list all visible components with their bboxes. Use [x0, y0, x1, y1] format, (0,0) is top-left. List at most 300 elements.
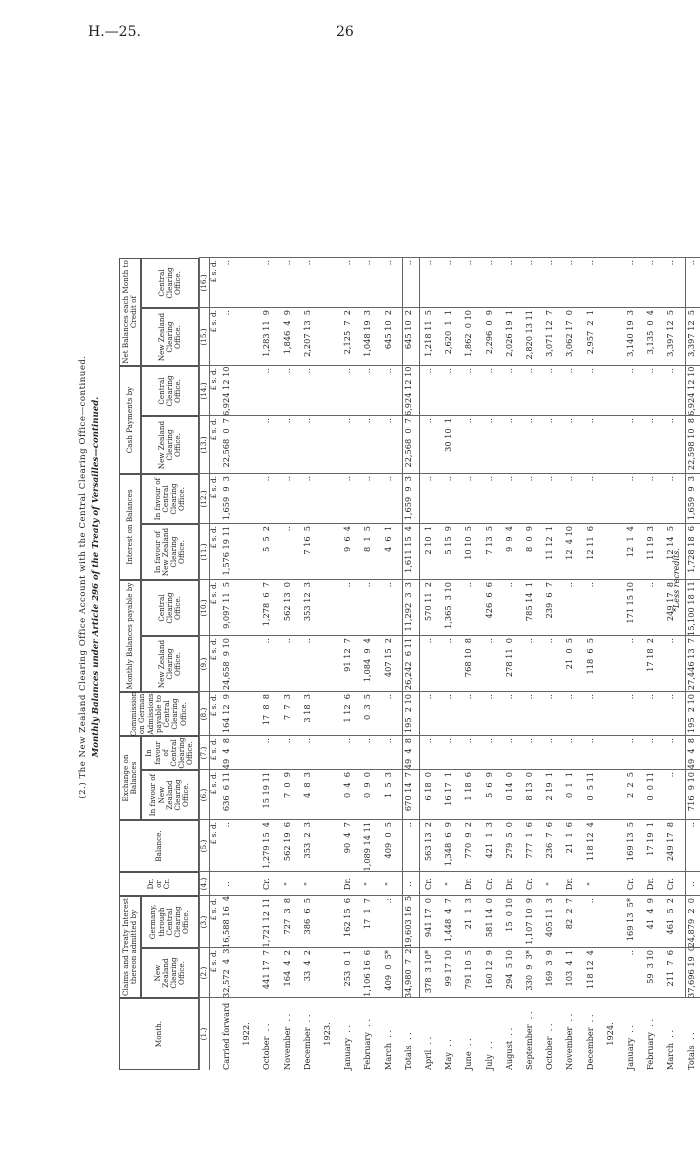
units-label: £ s. d.: [209, 738, 218, 761]
units-label: £ s. d.: [209, 898, 218, 921]
units-label: £ s. d.: [209, 260, 218, 283]
table-cell: 160 12 9: [483, 950, 494, 990]
table-cell: ..: [281, 368, 292, 374]
table-cell: ..: [261, 476, 272, 482]
table-cell: 3 18 3: [301, 694, 312, 723]
table-cell: 12 11 6: [584, 526, 595, 560]
table-cell: ..: [685, 822, 696, 828]
column-number: (5.): [199, 839, 208, 853]
column-group-header: Cash Payments by: [119, 366, 141, 474]
table-cell: ..: [584, 368, 595, 374]
row-label: December . .: [301, 1014, 312, 1070]
units-label: £ s. d.: [209, 418, 218, 441]
column-header: New Zealand Clearing Office.: [141, 416, 199, 474]
table-cell: ..: [423, 694, 433, 700]
table-cell: 1,576 19 11: [221, 526, 231, 576]
table-cell: 5 15 9: [443, 526, 454, 555]
table-cell: 6,924 12 10: [221, 366, 231, 416]
table-cell: ..: [544, 694, 555, 700]
table-cell: 24,879 2 0: [685, 898, 696, 948]
table-cell: ..: [483, 738, 494, 744]
table-cell: 169 13 5: [625, 822, 635, 862]
table-cell: ..: [645, 738, 656, 744]
table-cell: ..: [342, 582, 353, 588]
column-group-header: Exchange on Balances: [119, 736, 141, 820]
table-cell: ..: [503, 738, 514, 744]
table-cell: 791 10 5: [463, 950, 474, 990]
table-cell: ..: [645, 582, 656, 588]
column-number: (7.): [199, 746, 208, 760]
table-cell: 3,135 0 4: [645, 310, 656, 355]
table-cell: 7 13 5: [483, 526, 494, 555]
table-cell: ..: [564, 738, 575, 744]
table-cell: ..: [665, 772, 676, 778]
table-cell: ..: [564, 582, 575, 588]
table-cell: ..: [342, 368, 353, 374]
table-cell: ..: [524, 738, 534, 744]
table-cell: ..: [544, 368, 555, 374]
table-cell: 249 17 8: [665, 822, 676, 862]
table-cell: ..: [503, 368, 514, 374]
table-cell: 716 9 10: [685, 772, 696, 812]
table-cell: ..: [463, 418, 474, 424]
table-cell: ..: [584, 582, 595, 588]
table-cell: 99 17 10: [443, 950, 454, 987]
table-cell: 21 0 5: [564, 638, 575, 670]
page-reference: H.—25.: [88, 24, 141, 40]
table-cell: 1,107 10 9: [524, 898, 534, 945]
table-cell: 1,659 9 3: [221, 476, 231, 521]
table-cell: 82 2 7: [564, 898, 575, 930]
table-cell: ..: [584, 694, 595, 700]
column-header: Central Clearing Office.: [141, 580, 199, 636]
table-cell: ..: [221, 881, 231, 887]
table-cell: 33 4 2: [301, 950, 312, 982]
table-cell: 768 10 8: [463, 638, 474, 678]
column-rule: [199, 257, 700, 258]
table-cell: 91 12 7: [342, 638, 353, 672]
table-cell: ..: [665, 476, 676, 482]
table-cell: 211 7 6: [665, 950, 676, 987]
table-cell: ..: [402, 881, 413, 887]
column-number: (6.): [199, 788, 208, 802]
table-cell: ..: [382, 418, 393, 424]
table-cell: ..: [483, 694, 494, 700]
row-label: April . .: [423, 1036, 433, 1070]
table-cell: ..: [382, 582, 393, 588]
table-cell: ..: [261, 260, 272, 266]
column-rule: [199, 947, 700, 948]
units-label: £ s. d.: [209, 582, 218, 605]
table-cell: 16,588 16 4: [221, 895, 231, 948]
table-cell: ..: [281, 526, 292, 532]
table-cell: ..: [443, 638, 454, 644]
table-cell: 6,924 12 10: [685, 366, 696, 416]
table-cell: ..: [261, 368, 272, 374]
table-cell: 2 10 1: [423, 526, 433, 555]
table-cell: 2 2 5: [625, 772, 635, 799]
table-cell: 239 6 7: [544, 582, 555, 619]
table-cell: ..: [483, 368, 494, 374]
table-cell: 421 1 3: [483, 822, 494, 859]
column-header: New Zealand Clearing Office.: [141, 636, 199, 692]
table-cell: 9 6 4: [342, 526, 353, 553]
table-cell: 22,598 10 8: [685, 418, 696, 471]
table-cell: 1,089 14 11: [362, 822, 373, 872]
table-cell: 0 4 6: [342, 772, 353, 799]
row-label: Carried forward: [221, 1002, 231, 1070]
table-cell: ..: [503, 694, 514, 700]
table-cell: ..: [645, 418, 656, 424]
table-cell: ..: [544, 638, 555, 644]
table-cell: 441 17 7: [261, 950, 272, 990]
table-cell: ..: [423, 738, 433, 744]
column-header: New Zealand Clearing Office.: [141, 948, 199, 998]
column-rule: [199, 997, 700, 998]
table-cell: 562 19 6: [281, 822, 292, 862]
column-number: (3.): [199, 915, 208, 929]
table-cell: 8 0 9: [524, 526, 534, 553]
table-cell: 1,106 16 6: [362, 950, 373, 997]
table-cell: 3,071 12 7: [544, 310, 555, 357]
table-cell: 636 6 11: [221, 772, 231, 812]
column-rule: [199, 307, 700, 308]
table-cell: ..: [463, 368, 474, 374]
table-top-rule: [199, 258, 200, 1070]
table-cell: 22,568 0 7: [221, 418, 231, 468]
row-label: October . .: [261, 1023, 272, 1070]
table-cell: 0 5 11: [584, 772, 595, 801]
table-cell: ..: [443, 260, 454, 266]
table-cell: 4 6 1: [382, 526, 393, 553]
table-cell: ..: [301, 638, 312, 644]
row-label: 1923.: [322, 1022, 332, 1046]
table-cell: 3,397 12 5: [685, 310, 696, 357]
table-cell: 1,048 19 3: [362, 310, 373, 357]
table-cell: ": [382, 882, 393, 886]
units-label: £ s. d.: [209, 310, 218, 333]
totals-rule: [419, 258, 420, 998]
table-cell: ..: [443, 368, 454, 374]
table-cell: ..: [564, 694, 575, 700]
table-cell: ..: [362, 418, 373, 424]
table-title: (2.) The New Zealand Clearing Office Account with the Central Clearing Office—continued.: [78, 355, 88, 799]
row-label: February . .: [645, 1019, 656, 1070]
table-cell: 1,278 6 7: [261, 582, 272, 627]
column-rule: [199, 895, 700, 896]
table-cell: 1,348 6 9: [443, 822, 454, 867]
table-cell: 118 6 5: [584, 638, 595, 675]
column-number: (2.): [199, 966, 208, 980]
table-cell: .:: [382, 898, 393, 904]
table-cell: 24,658 9 10: [221, 638, 231, 691]
column-rule: [199, 365, 700, 366]
units-label: £ s. d.: [209, 526, 218, 549]
table-cell: 279 5 0: [503, 822, 514, 859]
row-label: August . .: [503, 1027, 514, 1070]
table-cell: ..: [645, 260, 656, 266]
table-cell: 426 6 6: [483, 582, 494, 619]
table-cell: ..: [625, 368, 635, 374]
units-label: £ s. d.: [209, 772, 218, 795]
table-cell: 645 10 2: [402, 310, 413, 350]
table-cell: ..: [503, 418, 514, 424]
table-cell: ..: [362, 368, 373, 374]
table-cell: 1,611 15 4: [402, 526, 413, 573]
column-header: In favour of New Zealand Clearing Office.: [141, 770, 199, 820]
table-cell: Cr.: [483, 878, 494, 890]
table-cell: ..: [645, 368, 656, 374]
column-header: Dr. or Cr.: [119, 872, 199, 896]
table-cell: ..: [443, 694, 454, 700]
column-number: (1.): [199, 1027, 208, 1041]
row-label: Totals . .: [685, 1032, 696, 1070]
column-number: (12.): [199, 490, 208, 508]
table-cell: 7 0 9: [281, 772, 292, 799]
column-number: (4.): [199, 877, 208, 891]
table-cell: ..: [483, 418, 494, 424]
table-cell: 19,603 16 5: [402, 895, 413, 948]
table-cell: 1 5 3: [382, 772, 393, 799]
table-cell: ..: [645, 476, 656, 482]
table-cell: 570 11 2: [423, 582, 433, 622]
table-cell: 2,957 2 1: [584, 310, 595, 355]
column-rule: [199, 579, 700, 580]
table-cell: 1 18 6: [463, 772, 474, 801]
table-cell: ..: [584, 260, 595, 266]
table-cell: ..: [423, 476, 433, 482]
table-cell: ..: [564, 418, 575, 424]
table-cell: ..: [261, 638, 272, 644]
table-cell: ..: [301, 476, 312, 482]
table-cell: ..: [382, 476, 393, 482]
table-cell: ..: [281, 260, 292, 266]
column-rule: [199, 523, 700, 524]
table-cell: ..: [625, 738, 635, 744]
table-cell: ..: [221, 310, 231, 316]
table-cell: ..: [685, 260, 696, 266]
table-cell: 405 11 3: [544, 898, 555, 938]
table-cell: 164 12 9: [221, 694, 231, 734]
row-label: June . .: [463, 1038, 474, 1070]
units-label: £ s. d.: [209, 368, 218, 391]
table-cell: 1,728 18 6: [685, 526, 696, 573]
table-cell: Dr.: [503, 877, 514, 891]
rotated-table-page: [74, 72, 696, 1082]
row-label: October . .: [544, 1023, 555, 1070]
table-cell: ..: [584, 418, 595, 424]
table-cell: ..: [342, 476, 353, 482]
column-header: In favour of New Zealand Clearing Office.: [141, 524, 199, 580]
row-label: March . .: [665, 1029, 676, 1070]
table-cell: ..: [625, 260, 635, 266]
row-label: Totals . .: [402, 1032, 413, 1070]
row-label: December . .: [584, 1014, 595, 1070]
table-cell: 1,218 11 5: [423, 310, 433, 357]
table-cell: Cr.: [261, 878, 272, 890]
table-cell: ": [584, 882, 595, 886]
table-cell: 10 10 5: [463, 526, 474, 560]
table-cell: 407 15 2: [382, 638, 393, 678]
table-cell: 330 9 3*: [524, 950, 534, 991]
table-cell: 17 19 1: [645, 822, 656, 856]
table-cell: 37,696 19 0: [685, 945, 696, 998]
table-cell: ..: [483, 476, 494, 482]
table-cell: ..: [382, 738, 393, 744]
table-cell: 118 12 4: [584, 822, 595, 862]
table-cell: 785 14 1: [524, 582, 534, 622]
table-cell: 2,820 13 11: [524, 310, 534, 360]
table-cell: ..: [564, 368, 575, 374]
table-cell: 15 0 10: [503, 898, 514, 932]
table-cell: 17 18 2: [645, 638, 656, 672]
table-cell: 90 4 7: [342, 822, 353, 854]
table-cell: 103 4 1: [564, 950, 575, 987]
column-header: Commission on German Admissions payable to Central Clearing Office.: [119, 692, 199, 736]
table-cell: ..: [301, 418, 312, 424]
table-cell: ..: [584, 738, 595, 744]
table-cell: ..: [625, 418, 635, 424]
table-cell: ..: [564, 476, 575, 482]
row-label: May . .: [443, 1039, 454, 1070]
table-cell: 727 3 8: [281, 898, 292, 935]
table-cell: ..: [261, 418, 272, 424]
table-cell: ..: [463, 694, 474, 700]
column-header: In favour of Central Clearing Office.: [141, 736, 199, 770]
table-cell: ..: [665, 738, 676, 744]
table-cell: ..: [463, 260, 474, 266]
table-cell: ..: [301, 368, 312, 374]
column-number: (13.): [199, 436, 208, 454]
table-cell: 195 2 10: [685, 694, 696, 734]
table-cell: ..: [665, 418, 676, 424]
table-cell: 16 17 1: [443, 772, 454, 806]
table-cell: 5 5 2: [261, 526, 272, 553]
table-cell: 11 19 3: [645, 526, 656, 560]
row-label: July . .: [483, 1041, 494, 1070]
table-cell: 12 14 5: [665, 526, 676, 560]
table-cell: ..: [503, 260, 514, 266]
table-cell: ..: [503, 476, 514, 482]
column-rule: [199, 473, 700, 474]
table-cell: 670 14 7: [402, 772, 413, 812]
table-cell: 9,097 11 5: [221, 582, 231, 629]
table-cell: 6 18 0: [423, 772, 433, 801]
column-group-header: Claims and Treaty Interest thereon admitted by: [119, 896, 141, 998]
column-rule: [199, 691, 700, 692]
table-cell: ..: [301, 738, 312, 744]
table-cell: ..: [665, 694, 676, 700]
table-cell: ..: [645, 694, 656, 700]
column-number: (8.): [199, 707, 208, 721]
column-rule: [199, 735, 700, 736]
table-cell: ..: [463, 582, 474, 588]
table-cell: 1,721 12 11: [261, 898, 272, 948]
table-cell: 461 5 2: [665, 898, 676, 935]
column-number: (10.): [199, 599, 208, 617]
table-cell: 30 10 1: [443, 418, 454, 452]
column-rule: [199, 769, 700, 770]
table-cell: ..: [685, 881, 696, 887]
table-cell: 118 12 4: [584, 950, 595, 990]
table-cell: ": [301, 882, 312, 886]
row-label: January . .: [625, 1024, 635, 1070]
table-cell: ..: [665, 260, 676, 266]
table-cell: 253 0 1: [342, 950, 353, 987]
table-cell: 294 5 10: [503, 950, 514, 990]
column-header: Central Clearing Office.: [141, 366, 199, 416]
table-cell: 34,980 7 2: [402, 948, 413, 998]
table-cell: 3,140 19 3: [625, 310, 635, 357]
table-cell: ..: [584, 476, 595, 482]
table-cell: ..: [665, 368, 676, 374]
column-header: New Zealand Clearing Office.: [141, 308, 199, 366]
page-number: 26: [336, 24, 354, 40]
column-group-header: Net Balances each Month to Credit of: [119, 258, 141, 366]
table-cell: ..: [524, 476, 534, 482]
table-cell: 7 7 3: [281, 694, 292, 721]
table-cell: 164 4 2: [281, 950, 292, 987]
table-cell: 11,292 3 3: [402, 582, 413, 632]
table-cell: ..: [362, 476, 373, 482]
table-cell: 41 4 9: [645, 898, 656, 930]
table-cell: ..: [625, 950, 635, 956]
table-top-rule: [209, 258, 210, 1070]
table-cell: 777 1 6: [524, 822, 534, 859]
table-cell: ..: [342, 260, 353, 266]
table-cell: 11 12 1: [544, 526, 555, 560]
table-cell: ..: [423, 418, 433, 424]
row-label: March . .: [382, 1029, 393, 1070]
table-cell: ..: [463, 476, 474, 482]
table-cell: Cr.: [423, 878, 433, 890]
column-rule: [199, 819, 700, 820]
column-number: (14.): [199, 382, 208, 400]
table-cell: 236 7 6: [544, 822, 555, 859]
table-cell: ..: [443, 476, 454, 482]
table-cell: ..: [564, 260, 575, 266]
table-cell: 32,572 4 3: [221, 948, 231, 998]
table-cell: ..: [625, 638, 635, 644]
table-cell: 4 8 3: [301, 772, 312, 799]
table-cell: ..: [463, 738, 474, 744]
table-subtitle: Monthly Balances under Article 296 of the Treaty of Versailles—continued.: [91, 396, 101, 758]
table-cell: ..: [625, 694, 635, 700]
table-cell: 1,862 0 10: [463, 310, 474, 357]
table-cell: 7 16 5: [301, 526, 312, 555]
column-header: In favour of Central Clearing Office.: [141, 474, 199, 524]
table-cell: ..: [503, 582, 514, 588]
table-cell: 770 9 2: [463, 822, 474, 859]
units-label: £ s. d.: [209, 822, 218, 845]
table-cell: 562 13 0: [281, 582, 292, 622]
table-cell: ": [443, 882, 454, 886]
row-label: November . .: [564, 1013, 575, 1070]
table-cell: ..: [423, 368, 433, 374]
table-cell: ": [281, 882, 292, 886]
table-cell: ..: [483, 638, 494, 644]
table-cell: 0 1 1: [564, 772, 575, 799]
table-cell: 21 1 6: [564, 822, 575, 854]
table-cell: 2,620 1 1: [443, 310, 454, 355]
row-label: 1924.: [604, 1022, 615, 1046]
column-group-header: Interest on Balances: [119, 474, 141, 580]
row-label: January . .: [342, 1024, 353, 1070]
table-cell: 49 4 8: [402, 738, 413, 770]
table-cell: Dr.: [645, 877, 656, 891]
table-cell: ..: [584, 898, 595, 904]
column-number: (15.): [199, 328, 208, 346]
